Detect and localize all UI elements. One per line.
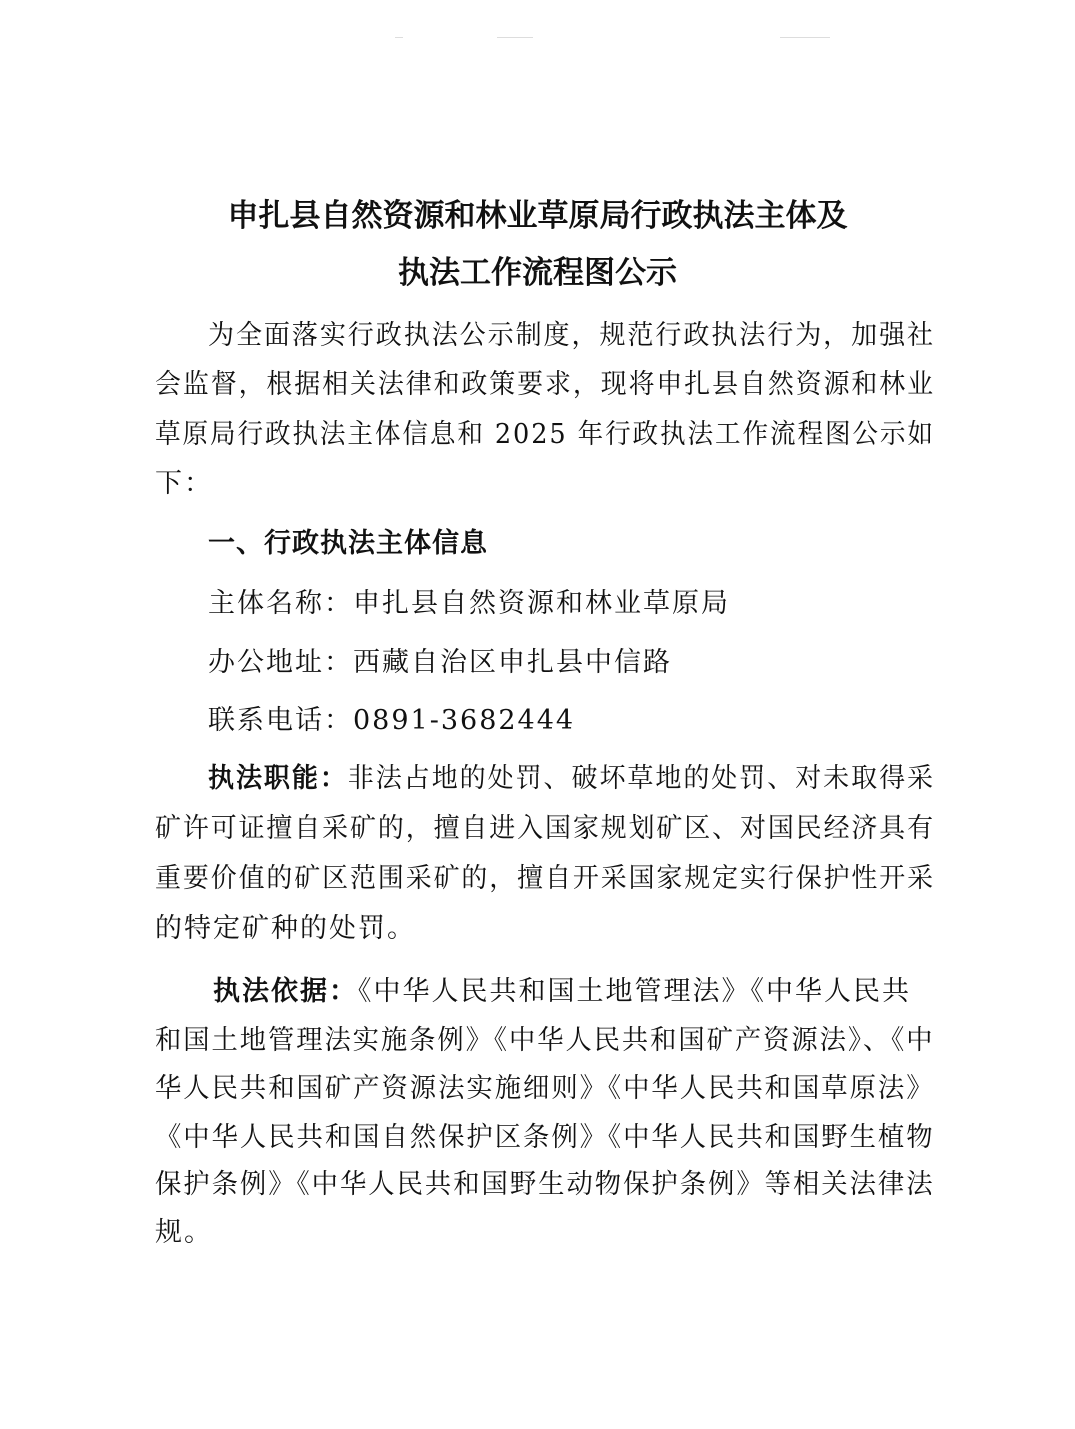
document-title-line-2: 执法工作流程图公示	[398, 255, 677, 291]
basis-line	[213, 975, 911, 1009]
basis-text: 《中华人民共和国土地管理法》《中华人民共	[358, 976, 911, 1007]
basis-line: 保护条例》《中华人民共和国野生动物保护条例》等相关法律法	[155, 1169, 935, 1200]
scan-mark	[497, 37, 533, 38]
address-value: 西藏自治区申扎县中信路	[353, 647, 672, 678]
intro-line: 下：	[155, 468, 213, 499]
intro-line: 草原局行政执法主体信息和 2025 年行政执法工作流程图公示如	[155, 419, 935, 450]
address-row	[208, 646, 672, 680]
scan-mark	[780, 37, 830, 38]
scan-mark	[395, 37, 403, 38]
address-label: 办公地址：	[208, 647, 353, 678]
duties-line: 重要价值的矿区范围采矿的，擅自开采国家规定实行保护性开采	[155, 863, 935, 894]
document-title-line-1: 申扎县自然资源和林业草原局行政执法主体及	[227, 198, 848, 234]
entity-name-value: 申扎县自然资源和林业草原局	[353, 588, 730, 619]
phone-row	[208, 704, 575, 738]
section-heading: 一、行政执法主体信息	[208, 528, 488, 559]
basis-label: 执法依据：	[213, 976, 358, 1007]
phone-value: 0891-3682444	[353, 705, 576, 736]
duties-line: 矿许可证擅自采矿的，擅自进入国家规划矿区、对国民经济具有	[155, 813, 935, 844]
duties-line	[208, 762, 935, 796]
entity-name-row	[208, 587, 730, 621]
basis-line: 《中华人民共和国自然保护区条例》《中华人民共和国野生植物	[155, 1122, 935, 1153]
duties-text: 非法占地的处罚、破坏草地的处罚、对未取得采	[347, 763, 935, 794]
duties-label: 执法职能：	[208, 763, 348, 794]
duties-line: 的特定矿种的处罚。	[155, 913, 416, 944]
basis-line: 规。	[155, 1217, 213, 1248]
intro-line: 为全面落实行政执法公示制度，规范行政执法行为，加强社	[208, 320, 935, 351]
entity-name-label: 主体名称：	[208, 588, 353, 619]
basis-line: 华人民共和国矿产资源法实施细则》《中华人民共和国草原法》	[155, 1073, 935, 1104]
basis-line: 和国土地管理法实施条例》《中华人民共和国矿产资源法》、《中	[155, 1025, 935, 1056]
intro-line: 会监督，根据相关法律和政策要求，现将申扎县自然资源和林业	[155, 369, 935, 400]
phone-label: 联系电话：	[208, 705, 353, 736]
